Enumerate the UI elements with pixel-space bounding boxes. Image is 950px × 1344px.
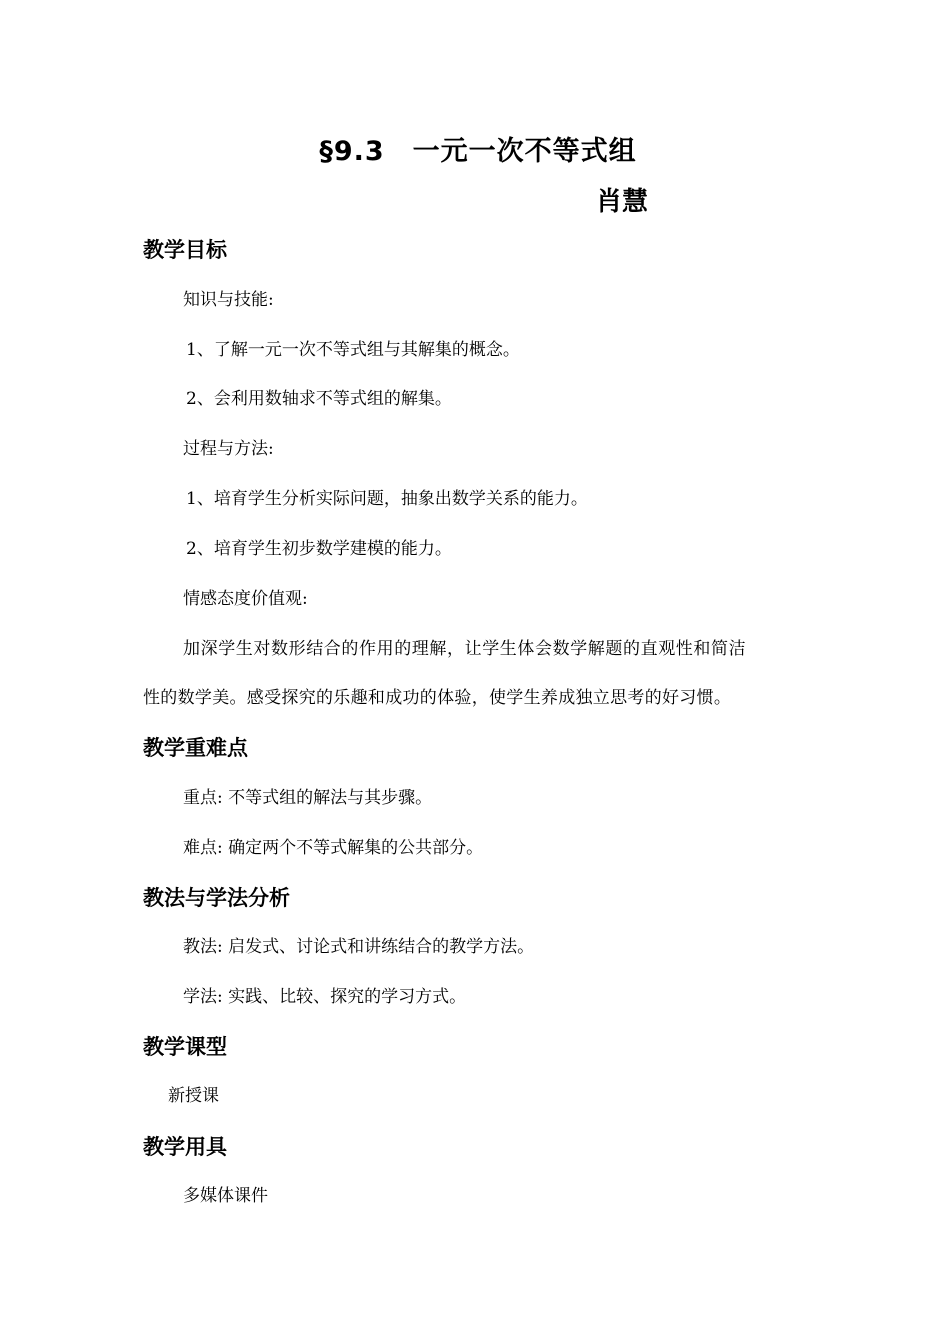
emotion-paragraph-line-2: 性的数学美。感受探究的乐趣和成功的体验，使学生养成独立思考的好习惯。 [143,688,732,708]
focus-text: 重点: 不等式组的解法与其步骤。 [183,788,433,808]
learning-method-text: 学法: 实践、比较、探究的学习方式。 [183,987,467,1007]
section-heading-objectives: 教学目标 [143,238,227,262]
section-heading-key-points: 教学重难点 [143,736,248,760]
knowledge-item-2: 2、会利用数轴求不等式组的解集。 [186,389,452,409]
process-item-1: 1、培育学生分析实际问题，抽象出数学关系的能力。 [186,489,588,509]
knowledge-item-1: 1、了解一元一次不等式组与其解集的概念。 [186,340,520,360]
lesson-type-value: 新授课 [168,1086,219,1106]
section-heading-lesson-type: 教学课型 [143,1035,227,1059]
process-item-2: 2、培育学生初步数学建模的能力。 [186,539,452,559]
emotion-label: 情感态度价值观: [183,589,308,609]
emotion-paragraph-line-1: 加深学生对数形结合的作用的理解，让学生体会数学解题的直观性和简洁 [183,639,747,659]
tools-value: 多媒体课件 [183,1186,268,1206]
process-label: 过程与方法: [183,439,274,459]
document-title: §9.3 一元一次不等式组 [319,136,637,167]
author-name: 肖慧 [596,187,649,217]
section-heading-methods: 教法与学法分析 [143,886,290,910]
knowledge-label: 知识与技能: [183,290,274,310]
section-heading-tools: 教学用具 [143,1135,227,1159]
difficulty-text: 难点: 确定两个不等式解集的公共部分。 [183,838,484,858]
teaching-method-text: 教法: 启发式、讨论式和讲练结合的教学方法。 [183,937,535,957]
